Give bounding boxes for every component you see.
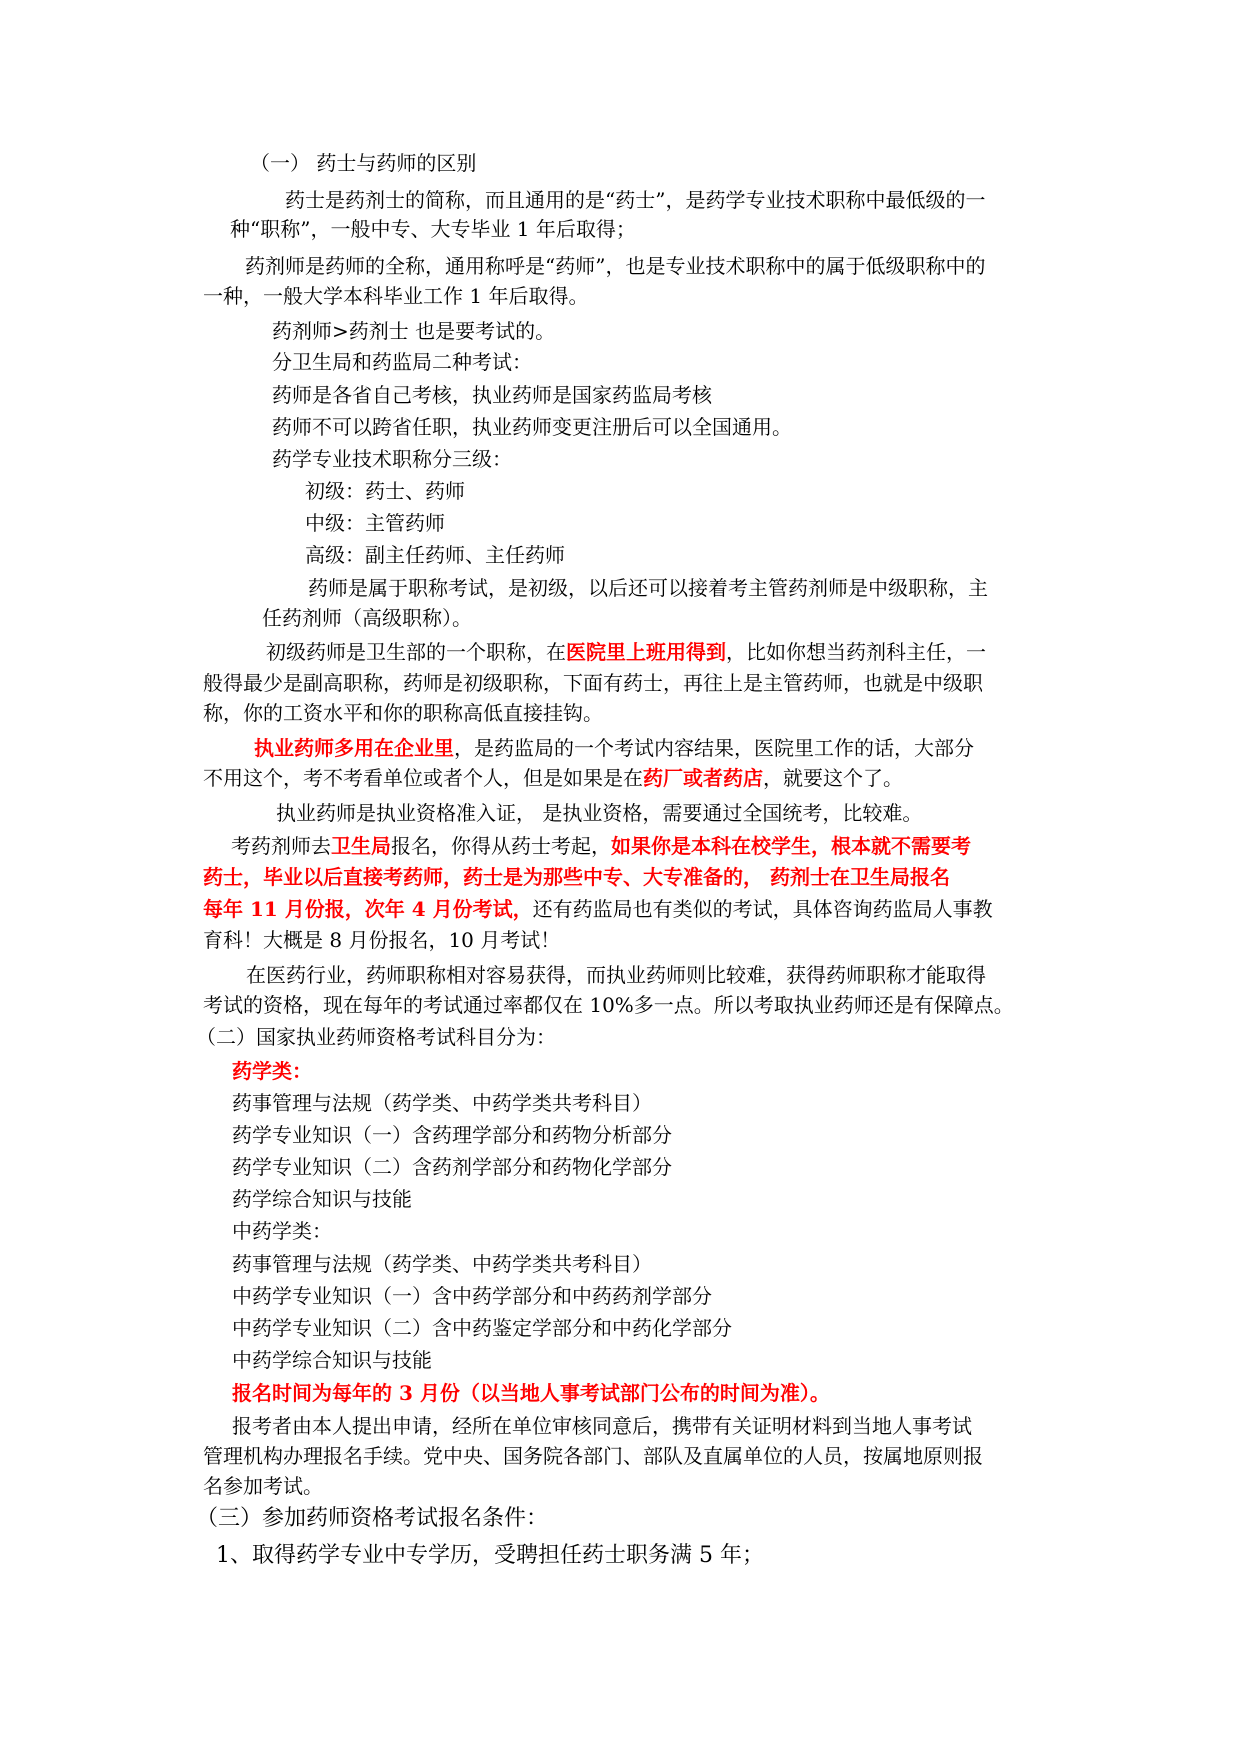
paragraph-line: 称，你的工资水平和你的职称高低直接挂钩。 <box>203 701 603 725</box>
paragraph-line: 药剂师是药师的全称，通用称呼是“药师”，也是专业技术职称中的属于低级职称中的 <box>245 254 986 278</box>
paragraph-line <box>266 639 986 665</box>
highlight-text: 医院里上班用得到 <box>566 640 726 664</box>
text-run: ，是药监局的一个考试内容结果，医院里工作的话，大部分 <box>454 736 974 760</box>
subject-item: 中药学专业知识（二）含中药鉴定学部分和中药化学部分 <box>232 1316 732 1340</box>
highlight-text: 药厂或者药店 <box>643 766 763 790</box>
paragraph-line: 报考者由本人提出申请，经所在单位审核同意后，携带有关证明材料到当地人事考试 <box>232 1414 972 1438</box>
paragraph-line: 药士是药剂士的简称，而且通用的是“药士”，是药学专业技术职称中最低级的一 <box>285 188 986 212</box>
list-item: 初级：药士、药师 <box>305 479 465 503</box>
section-heading-1: （一） 药士与药师的区别 <box>250 151 477 175</box>
paragraph-line <box>231 833 971 859</box>
text-run: 考药剂师去 <box>231 834 331 858</box>
text-run: 报名，你得从药士考起， <box>391 834 611 858</box>
category-label-tcm: 中药学类： <box>232 1219 332 1243</box>
paragraph-line: 般得最少是副高职称，药师是初级职称，下面有药士，再往上是主管药师，也就是中级职 <box>203 671 983 695</box>
paragraph-line: 药师是各省自己考核，执业药师是国家药监局考核 <box>272 383 712 407</box>
subject-item: 中药学专业知识（一）含中药学部分和中药药剂学部分 <box>232 1284 712 1308</box>
category-label-pharmacy: 药学类： <box>232 1059 312 1083</box>
paragraph-line: 在医药行业，药师职称相对容易获得，而执业药师则比较难，获得药师职称才能取得 <box>246 963 986 987</box>
highlight-text: 执业药师多用在企业里 <box>254 736 454 760</box>
paragraph-line: 种“职称”，一般中专、大专毕业 1 年后取得； <box>230 217 636 241</box>
paragraph-line: 分卫生局和药监局二种考试： <box>272 350 532 374</box>
paragraph-line: 药学专业技术职称分三级： <box>272 447 512 471</box>
paragraph-line: 药师不可以跨省任职，执业药师变更注册后可以全国通用。 <box>272 415 792 439</box>
subject-item: 药事管理与法规（药学类、中药学类共考科目） <box>232 1252 652 1276</box>
text-run: ，就要这个了。 <box>763 766 903 790</box>
highlight-text: 每年 11 月份报，次年 4 月份考试， <box>203 897 533 921</box>
registration-time: 报名时间为每年的 3 月份（以当地人事考试部门公布的时间为准）。 <box>232 1381 830 1405</box>
section-heading-3: （三）参加药师资格考试报名条件： <box>196 1506 549 1531</box>
subject-item: 药事管理与法规（药学类、中药学类共考科目） <box>232 1091 652 1115</box>
paragraph-line: 管理机构办理报名手续。党中央、国务院各部门、部队及直属单位的人员，按属地原则报 <box>203 1444 983 1468</box>
paragraph-line: 药剂师>药剂士 也是要考试的。 <box>272 319 556 343</box>
subject-item: 中药学综合知识与技能 <box>232 1348 432 1372</box>
condition-item: 1、取得药学专业中专学历，受聘担任药士职务满 5 年； <box>216 1543 764 1568</box>
highlight-text: 卫生局 <box>331 834 391 858</box>
text-run: 初级药师是卫生部的一个职称，在 <box>266 640 566 664</box>
paragraph-line: 育科！大概是 8 月份报名，10 月考试！ <box>203 928 561 952</box>
paragraph-line: 名参加考试。 <box>203 1474 323 1498</box>
subject-item: 药学专业知识（二）含药剂学部分和药物化学部分 <box>232 1155 672 1179</box>
list-item: 高级：副主任药师、主任药师 <box>305 543 565 567</box>
paragraph-line <box>203 765 903 791</box>
subject-item: 药学综合知识与技能 <box>232 1187 412 1211</box>
text-run: 不用这个，考不考看单位或者个人，但是如果是在 <box>203 766 643 790</box>
paragraph-line <box>203 896 993 922</box>
paragraph-line: 一种，一般大学本科毕业工作 1 年后取得。 <box>203 284 589 308</box>
highlight-text: 如果你是本科在校学生，根本就不需要考 <box>611 834 971 858</box>
list-item: 中级：主管药师 <box>305 511 445 535</box>
subject-item: 药学专业知识（一）含药理学部分和药物分析部分 <box>232 1123 672 1147</box>
paragraph-line: 任药剂师（高级职称）。 <box>262 606 472 630</box>
paragraph-line: 考试的资格，现在每年的考试通过率都仅在 10%多一点。所以考取执业药师还是有保障点。 <box>203 993 1014 1017</box>
highlight-line: 药士，毕业以后直接考药师，药士是为那些中专、大专准备的， 药剂士在卫生局报名 <box>203 865 950 889</box>
paragraph-line: 药师是属于职称考试，是初级，以后还可以接着考主管药剂师是中级职称，主 <box>308 576 988 600</box>
paragraph-line <box>254 735 974 761</box>
text-run: ，比如你想当药剂科主任，一 <box>726 640 986 664</box>
section-heading-2: （二）国家执业药师资格考试科目分为： <box>196 1025 556 1049</box>
text-run: 还有药监局也有类似的考试，具体咨询药监局人事教 <box>532 897 993 921</box>
paragraph-line: 执业药师是执业资格准入证， 是执业资格，需要通过全国统考，比较难。 <box>276 801 923 825</box>
